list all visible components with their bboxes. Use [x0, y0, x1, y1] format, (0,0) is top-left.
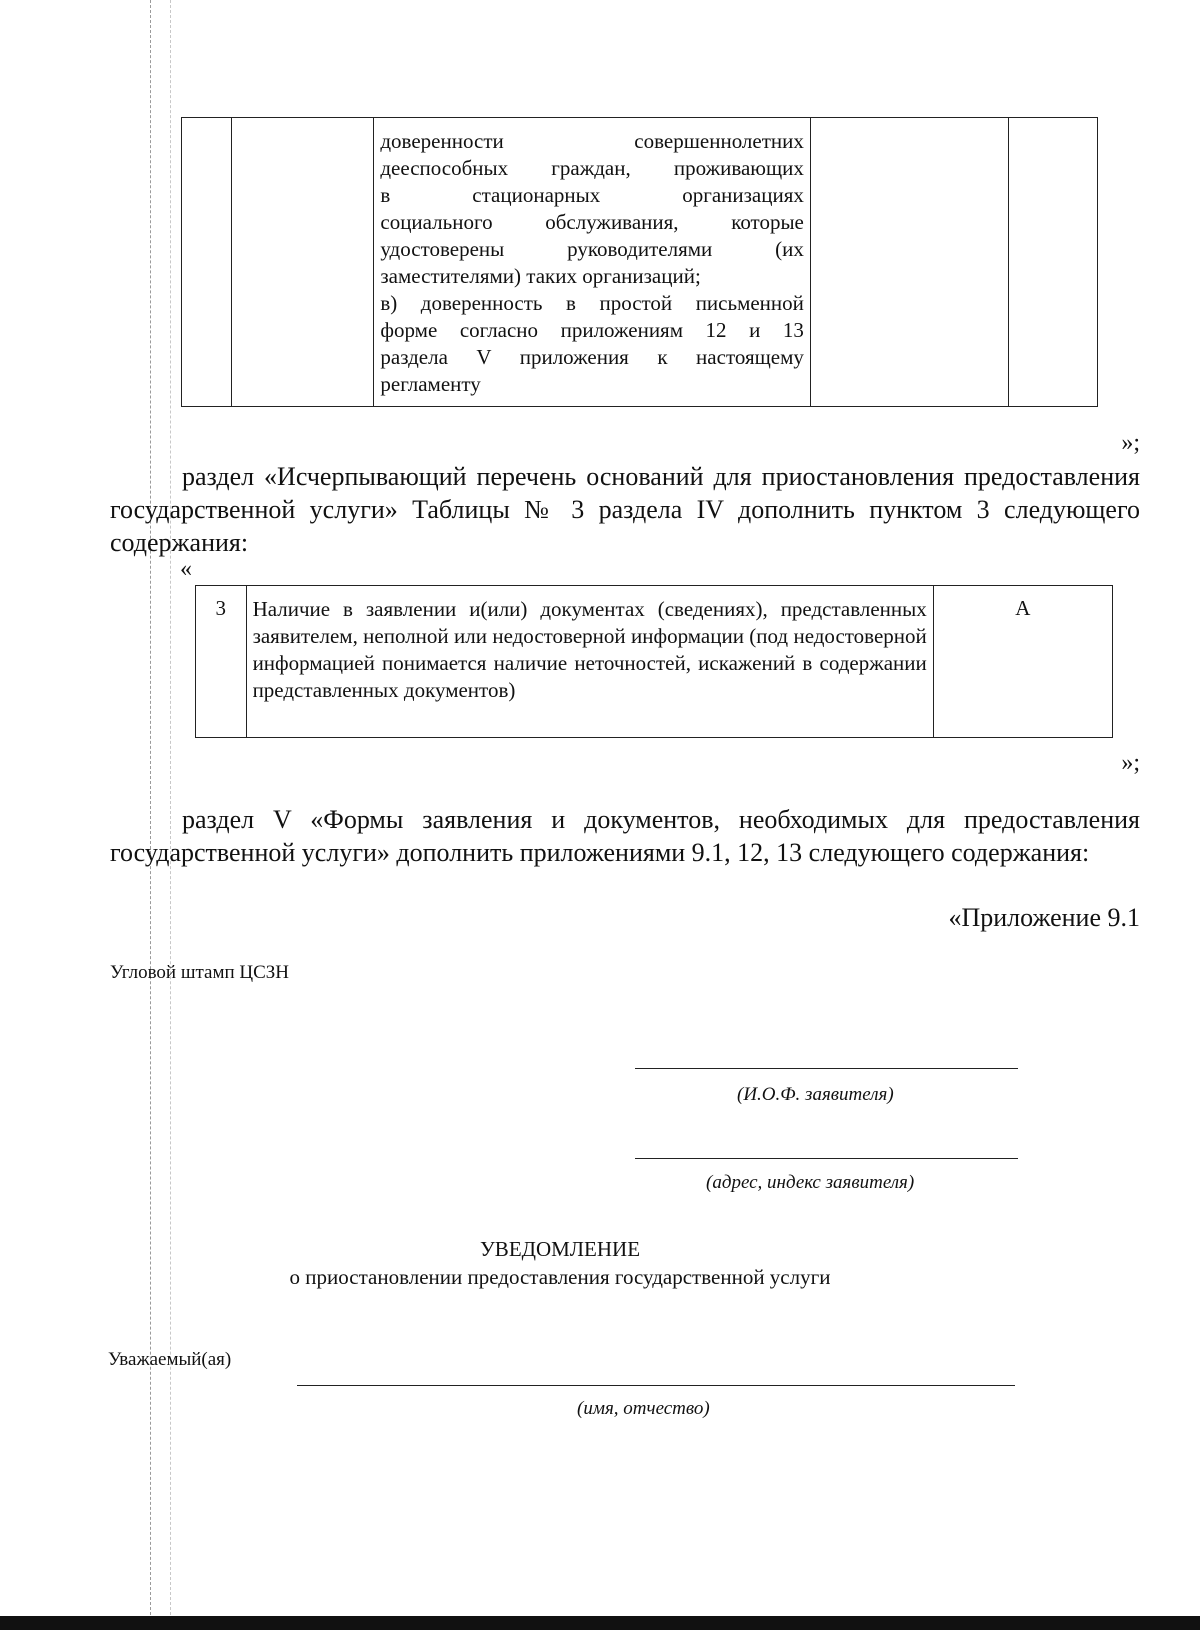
notice-title: УВЕДОМЛЕНИЕ	[479, 1237, 641, 1261]
content-line: в) доверенность в простой письменной	[380, 291, 804, 315]
appendix-label: «Приложение 9.1	[948, 903, 1140, 932]
table-cell-content	[246, 586, 933, 738]
salutation: Уважаемый(ая)	[108, 1349, 232, 1370]
content-line: в стационарных организациях	[380, 183, 804, 207]
table-cell-number	[182, 118, 232, 407]
content-line: заместителями) таких организаций;	[380, 264, 701, 288]
notice-subtitle: о приостановлении предоставления государственной услуги	[289, 1265, 831, 1289]
table-cell-empty	[1009, 118, 1098, 407]
recipient-name-line	[297, 1385, 1015, 1386]
applicant-name-line	[635, 1068, 1018, 1069]
table-cell-code: А	[933, 586, 1112, 738]
amendment-paragraph	[110, 803, 1140, 869]
amendment-paragraph	[110, 460, 1140, 559]
table-row	[196, 586, 1113, 738]
amendment-paragraph-text: раздел V «Формы заявления и документов, необходимых для предоставления государственной услуги» дополнить приложениями 9.1, 12, 13 следующего содержания:	[110, 805, 1140, 867]
applicant-name-caption: (И.О.Ф. заявителя)	[737, 1084, 894, 1105]
content-line: удостоверены руководителями (их	[380, 237, 804, 261]
table-cell-empty	[810, 118, 1008, 407]
content-line: форме согласно приложениям 12 и 13	[380, 318, 804, 342]
recipient-name-caption: (имя, отчество)	[577, 1398, 710, 1419]
stamp-label: Угловой штамп ЦСЗН	[110, 962, 290, 983]
table-cell-content	[374, 118, 811, 407]
scan-edge	[0, 1616, 1200, 1630]
closing-quote: »;	[1121, 750, 1140, 776]
content-line: дееспособных граждан, проживающих	[380, 156, 804, 180]
grounds-table-fragment	[195, 585, 1113, 738]
opening-quote: «	[180, 556, 192, 582]
applicant-address-line	[635, 1158, 1018, 1159]
closing-quote: »;	[1121, 430, 1140, 456]
documents-table-fragment	[181, 117, 1098, 407]
ground-text: Наличие в заявлении и(или) документах (сведениях), представленных заявителем, неполной или недостоверной информации (под недостоверной информацией понимается наличие неточностей, искажений в содержании представленных документов)	[252, 597, 927, 702]
content-line: социального обслуживания, которые	[380, 210, 804, 234]
table-row	[182, 118, 1098, 407]
content-line: регламенту	[380, 372, 481, 396]
amendment-paragraph-text: раздел «Исчерпывающий перечень оснований для приостановления предоставления государственной услуги» Таблицы № 3 раздела IV дополнить пунктом 3 следующего содержания:	[110, 462, 1140, 557]
table-cell-number: 3	[196, 586, 247, 738]
table-cell-name	[232, 118, 374, 407]
content-line: доверенности совершеннолетних	[380, 129, 804, 153]
applicant-address-caption: (адрес, индекс заявителя)	[706, 1172, 915, 1193]
content-line: раздела V приложения к настоящему	[380, 345, 804, 369]
